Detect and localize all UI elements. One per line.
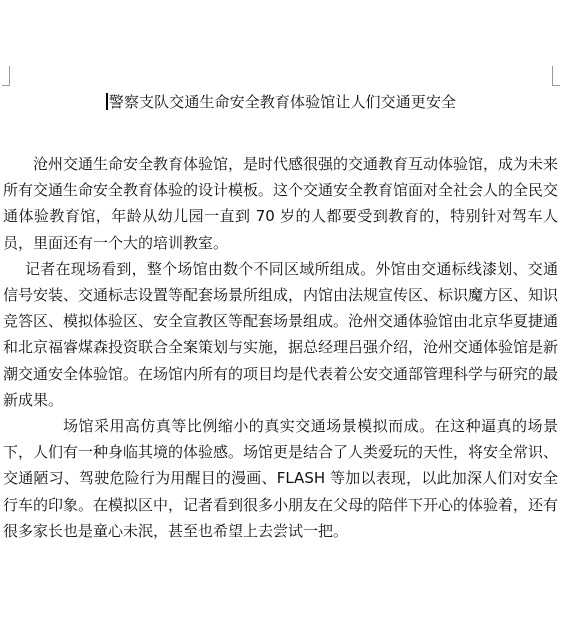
right-margin-mark [552,66,560,86]
document-title[interactable]: 警察支队交通生命安全教育体验馆让人们交通更安全 [108,93,457,111]
paragraph[interactable]: 沧州交通生命安全教育体验馆，是时代感很强的交通教育互动体验馆，成为未来所有交通生命安全教育体验的设计模板。这个交通安全教育馆面对全社会人的全民交通体验教育馆，年龄从幼儿园一直到 70 岁的人都要受到教育的，特别针对驾车人员，里面还有一个大的培训教室。 [3,155,559,252]
left-margin-mark [2,66,10,86]
text-cursor [106,93,108,110]
paragraph[interactable]: 场馆采用高仿真等比例缩小的真实交通场景模拟而成。在这种逼真的场景下，人们有一种身临其境的体验感。场馆更是结合了人类爱玩的天性，将安全常识、交通陋习、驾驶危险行为用醒目的漫画、FLASH 等加以表现，以此加深人们对安全行车的印象。在模拟区中，记者看到很多小朋友在父母的陪伴下开心的体验着，还有很多家长也是童心未泯，甚至也希望上去尝试一把。 [3,417,559,540]
paragraph[interactable]: 记者在现场看到，整个场馆由数个不同区域所组成。外馆由交通标线漆划、交通信号安装、交通标志设置等配套场景所组成，内馆由法规宣传区、标识魔方区、知识竞答区、模拟体验区、安全宣教区等配套场景组成。沧州交通体验馆由北京华夏捷通和北京福睿煤森投资联合全案策划与实施，据总经理吕强介绍，沧州交通体验馆是新潮交通安全体验馆。在场馆内所有的项目均是代表着公安交通部管理科学与研究的最新成果。 [3,259,559,409]
document-body[interactable] [3,151,558,544]
document-title-line[interactable] [0,90,562,114]
